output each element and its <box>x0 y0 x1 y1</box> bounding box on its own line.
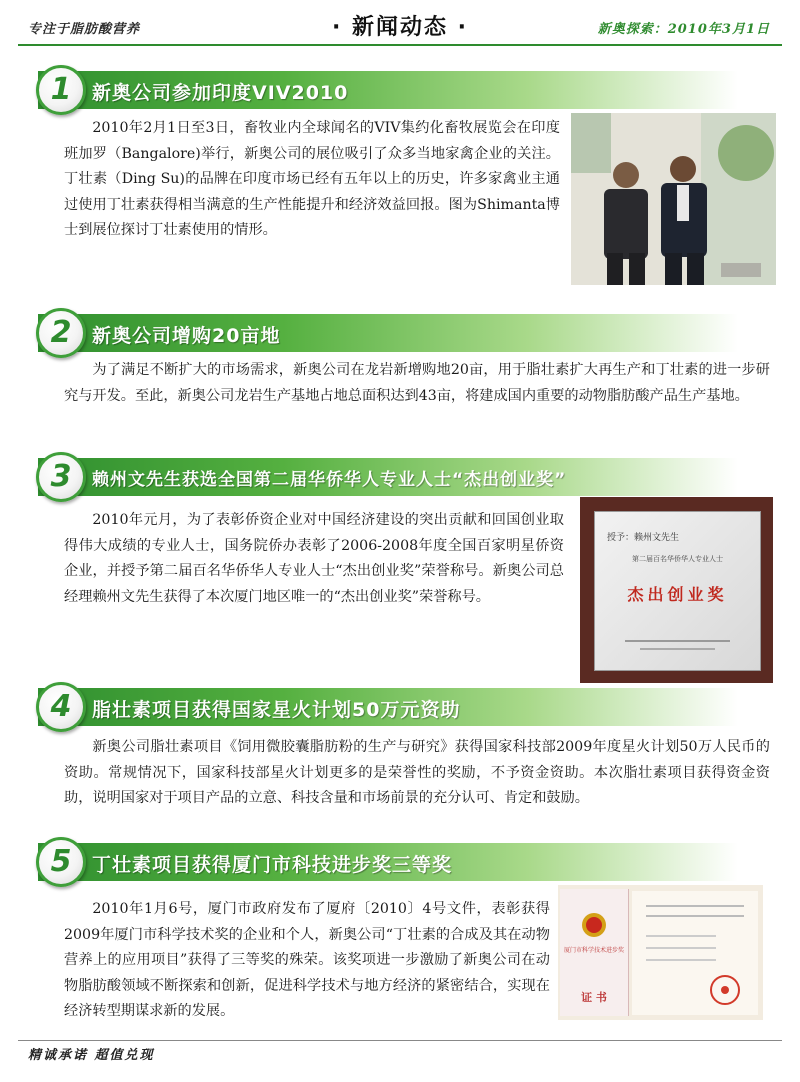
section-3-title: 赖州文先生获选全国第二届华侨华人专业人士“杰出创业奖” <box>92 470 567 490</box>
section-1-title: 新奥公司参加印度VIV2010 <box>92 82 349 104</box>
national-emblem-icon <box>580 911 608 939</box>
section-5-number-badge <box>36 837 86 887</box>
section-2-number-badge <box>36 308 86 358</box>
header-slogan: 专注于脂肪酸营养 <box>28 22 141 37</box>
footer-slogan: 精诚承诺 超值兑现 <box>28 1048 155 1063</box>
plaque-subtitle: 第二届百名华侨华人专业人士 <box>632 555 723 563</box>
progress-award-certificate <box>558 885 763 1020</box>
header-section-title: · 新闻动态 · <box>331 15 469 40</box>
section-5-number: 5 <box>50 844 72 879</box>
section-3-number-badge <box>36 452 86 502</box>
certificate-line <box>646 905 744 907</box>
seal-stamp-icon <box>708 973 742 1007</box>
certificate-inner-page <box>632 891 758 1015</box>
section-4-number-badge <box>36 682 86 732</box>
section-5-body: 2010年1月6号，厦门市政府发布了厦府〔2010〕4号文件，表彰获得2009年厦门市科学技术奖的企业和个人，新奥公司“丁壮素的合成及其在动物营养上的应用项目”获得了三等奖的殊荣。该奖项进一步激励了新奥公司在动物脂肪酸领域不断探索和创新，促进科学技术与地方经济的紧密结合，实现在经济转型期谋求新的发展。 <box>64 901 550 1019</box>
section-3-number: 3 <box>50 459 72 494</box>
page-header <box>0 0 800 46</box>
section-4-number: 4 <box>50 689 72 724</box>
section-2-title: 新奥公司增购20亩地 <box>92 325 281 347</box>
section-2-number: 2 <box>50 315 72 350</box>
plaque-award-name: 杰出创业奖 <box>627 585 728 604</box>
certificate-line <box>646 915 744 917</box>
footer-divider <box>18 1040 782 1041</box>
plaque-panel <box>594 511 761 671</box>
section-1-number-badge <box>36 65 86 115</box>
plaque-line <box>640 648 715 650</box>
section-4-body: 新奥公司脂壮素项目《饲用微胶囊脂肪粉的生产与研究》获得国家科技部2009年度星火计划50万人民币的资助。常规情况下，国家科技部星火计划更多的是荣誉性的奖励，不予资金资助。本次脂壮素项目获得资金资助，说明国家对于项目产品的立意、科技含量和市场前景的充分认可、肯定和鼓励。 <box>64 739 770 806</box>
certificate-line <box>646 935 716 937</box>
header-issue-date: 新奥探索：2010年3月1日 <box>597 22 770 37</box>
certificate-cover <box>560 889 629 1016</box>
certificate-title: 证 书 <box>581 991 607 1004</box>
certificate-line <box>646 959 716 961</box>
award-plaque <box>580 497 773 683</box>
header-divider <box>18 44 782 46</box>
section-4-title: 脂壮素项目获得国家星火计划50万元资助 <box>92 699 461 721</box>
certificate-side-label: 厦门市科学技术进步奖 <box>564 947 625 954</box>
section-3-body: 2010年元月，为了表彰侨资企业对中国经济建设的突出贡献和回国创业取得伟大成绩的专业人士，国务院侨办表彰了2006-2008年度全国百家明星侨资企业，并授予第二届百名华侨华人专业人士“杰出创业奖”荣誉称号。新奥公司总经理赖州文先生获得了本次厦门地区唯一的“杰出创业奖”荣誉称号。 <box>64 512 564 605</box>
section-2-body: 为了满足不断扩大的市场需求，新奥公司在龙岩新增购地20亩，用于脂壮素扩大再生产和丁壮素的进一步研究与开发。至此，新奥公司龙岩生产基地占地总面积达到43亩，将建成国内重要的动物脂肪酸产品生产基地。 <box>64 362 770 404</box>
section-5-title: 丁壮素项目获得厦门市科技进步奖三等奖 <box>92 854 453 876</box>
certificate-line <box>646 947 716 949</box>
section-1-body: 2010年2月1日至3日，畜牧业内全球闻名的VIV集约化畜牧展览会在印度班加罗（Bangalore)举行，新奥公司的展位吸引了众多当地家禽企业的关注。丁壮素（Ding Su)的品牌在印度市场已经有五年以上的历史，许多家禽业主通过使用丁壮素获得相当满意的生产性能提升和经济效益回报。图为Shimanta博士到展位探讨丁壮素使用的情形。 <box>64 120 560 238</box>
plaque-line <box>625 640 730 642</box>
viv-booth-photo <box>571 113 776 285</box>
section-1-number: 1 <box>50 72 72 107</box>
plaque-recipient: 授予：赖州文先生 <box>607 533 680 543</box>
